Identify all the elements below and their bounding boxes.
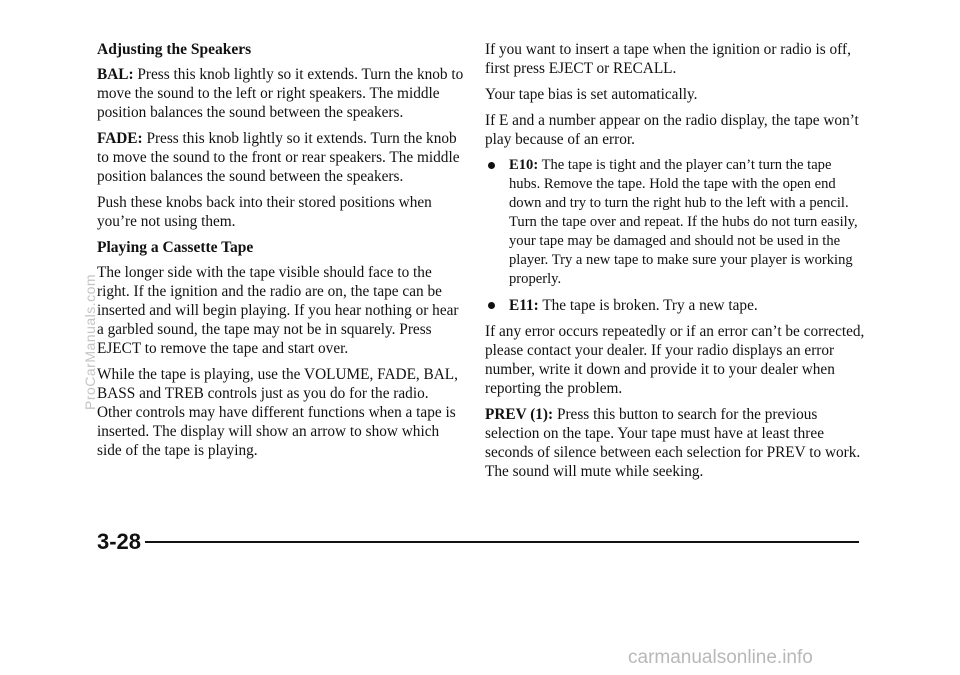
- e11-label: E11:: [509, 297, 539, 314]
- e10-text: The tape is tight and the player can’t turn the tape hubs. Remove the tape. Hold the tape with the open end down and try to turn the right hub to the left with a pencil. Turn the tape over and repeat. If the hubs do not turn easily, your tape may be damaged and should not be used in the player. Try a new tape to make sure your player is working properly.: [509, 157, 858, 287]
- error-intro-paragraph: If E and a number appear on the radio display, the tape won’t play because of an error.: [485, 112, 859, 148]
- bal-paragraph: [97, 65, 465, 122]
- repeat-error-paragraph: If any error occurs repeatedly or if an error can’t be corrected, please contact your dealer. If your radio displays an error number, write it down and provide it to your dealer when reporting the problem.: [485, 323, 865, 397]
- fade-text: Press this knob lightly so it extends. Turn the knob to move the sound to the front or rear speakers. The middle position balances the sound between the speakers.: [97, 130, 460, 185]
- page-number: 3-28: [97, 529, 142, 554]
- footer-rule: [145, 541, 859, 543]
- e10-label: E10:: [509, 157, 539, 173]
- bal-label: BAL:: [97, 66, 134, 83]
- bullet-dot-icon: [488, 302, 495, 309]
- prev-label: PREV (1):: [485, 406, 554, 423]
- insert-paragraph: If you want to insert a tape when the ignition or radio is off, first press EJECT or RECALL.: [485, 41, 851, 77]
- side-watermark: ProCarManuals.com: [82, 273, 98, 410]
- speakers-heading: Adjusting the Speakers: [97, 41, 252, 58]
- bias-paragraph: Your tape bias is set automatically.: [485, 86, 698, 103]
- push-paragraph: Push these knobs back into their stored positions when you’re not using them.: [97, 194, 432, 230]
- prev-text: Press this button to search for the previous selection on the tape. Your tape must have at least three seconds of silence between each selection for PREV to work. The sound will mute while seeking.: [485, 406, 861, 480]
- e11-text: The tape is broken. Try a new tape.: [542, 297, 758, 314]
- page-footer: [97, 528, 859, 558]
- fade-label: FADE:: [97, 130, 143, 147]
- cassette-heading: Playing a Cassette Tape: [97, 239, 254, 256]
- site-watermark: carmanualsonline.info: [628, 647, 813, 668]
- bal-text: Press this knob lightly so it extends. Turn the knob to move the sound to the left or right speakers. The middle position balances the sound between the speakers.: [97, 66, 464, 121]
- prev-paragraph: [485, 405, 865, 481]
- left-column: [97, 40, 465, 467]
- fade-paragraph: [97, 129, 465, 186]
- right-column: [485, 40, 865, 488]
- cassette-paragraph-1: The longer side with the tape visible should face to the right. If the ignition and the radio are on, the tape can be inserted and will begin playing. If you hear nothing or hear a garbled sound, the tape may not be in squarely. Press EJECT to remove the tape and start over.: [97, 264, 459, 357]
- cassette-paragraph-2: While the tape is playing, use the VOLUME, FADE, BAL, BASS and TREB controls just as you do for the radio. Other controls may have different functions when a tape is inserted. The display will show an arrow to show which side of the tape is playing.: [97, 366, 458, 459]
- bullet-dot-icon: [488, 162, 495, 169]
- e10-bullet: [485, 156, 865, 289]
- e11-bullet: [485, 296, 865, 315]
